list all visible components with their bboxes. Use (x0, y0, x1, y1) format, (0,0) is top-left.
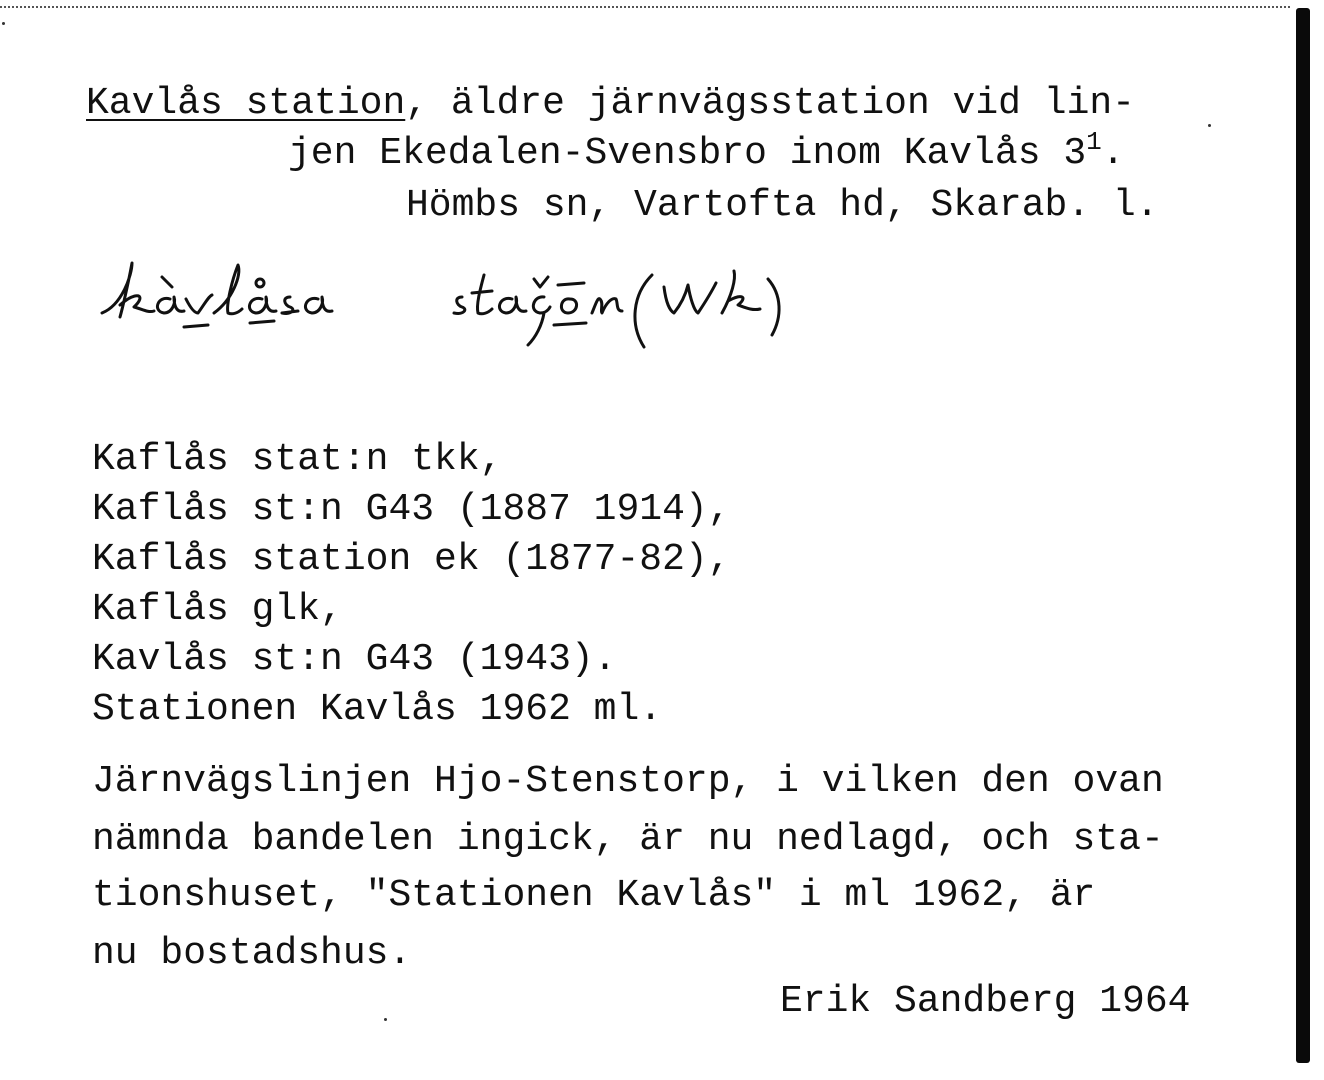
heading-line-2-text: jen Ekedalen-Svensbro inom Kavlås 3 (288, 132, 1087, 175)
form-line: Kaflås stat:n tkk, (92, 438, 503, 481)
paragraph-line: tionshuset, "Stationen Kavlås" i ml 1962, är (92, 874, 1096, 917)
place-name: Kavlås station (86, 82, 406, 125)
form-line: Kaflås glk, (92, 588, 343, 631)
heading-line-1 (86, 84, 1135, 124)
paper-speck (384, 1018, 387, 1021)
paragraph-line: nämnda bandelen ingick, är nu nedlagd, och sta- (92, 818, 1164, 861)
heading-superscript: 1 (1086, 127, 1102, 157)
form-line: Stationen Kavlås 1962 ml. (92, 688, 663, 731)
signature: Erik Sandberg 1964 (780, 980, 1191, 1023)
paper-speck (2, 22, 5, 25)
heading-line-2 (288, 127, 1125, 175)
form-line: Kavlås st:n G43 (1943). (92, 638, 617, 681)
paragraph-line: Järnvägslinjen Hjo-Stenstorp, i vilken den ovan (92, 760, 1164, 803)
heading-line-2-end: . (1101, 132, 1125, 175)
card-top-edge (0, 6, 1290, 11)
heading-rest: , äldre järnvägsstation vid lin- (405, 82, 1135, 125)
form-line: Kaflås st:n G43 (1887 1914), (92, 488, 731, 531)
card-right-edge (1296, 8, 1310, 1063)
form-line: Kaflås station ek (1877-82), (92, 538, 731, 581)
heading-line-3: Hömbs sn, Vartofta hd, Skarab. l. (406, 184, 1159, 227)
paper-speck (1208, 124, 1211, 127)
paragraph-line: nu bostadshus. (92, 932, 412, 975)
handwritten-note (92, 255, 972, 355)
